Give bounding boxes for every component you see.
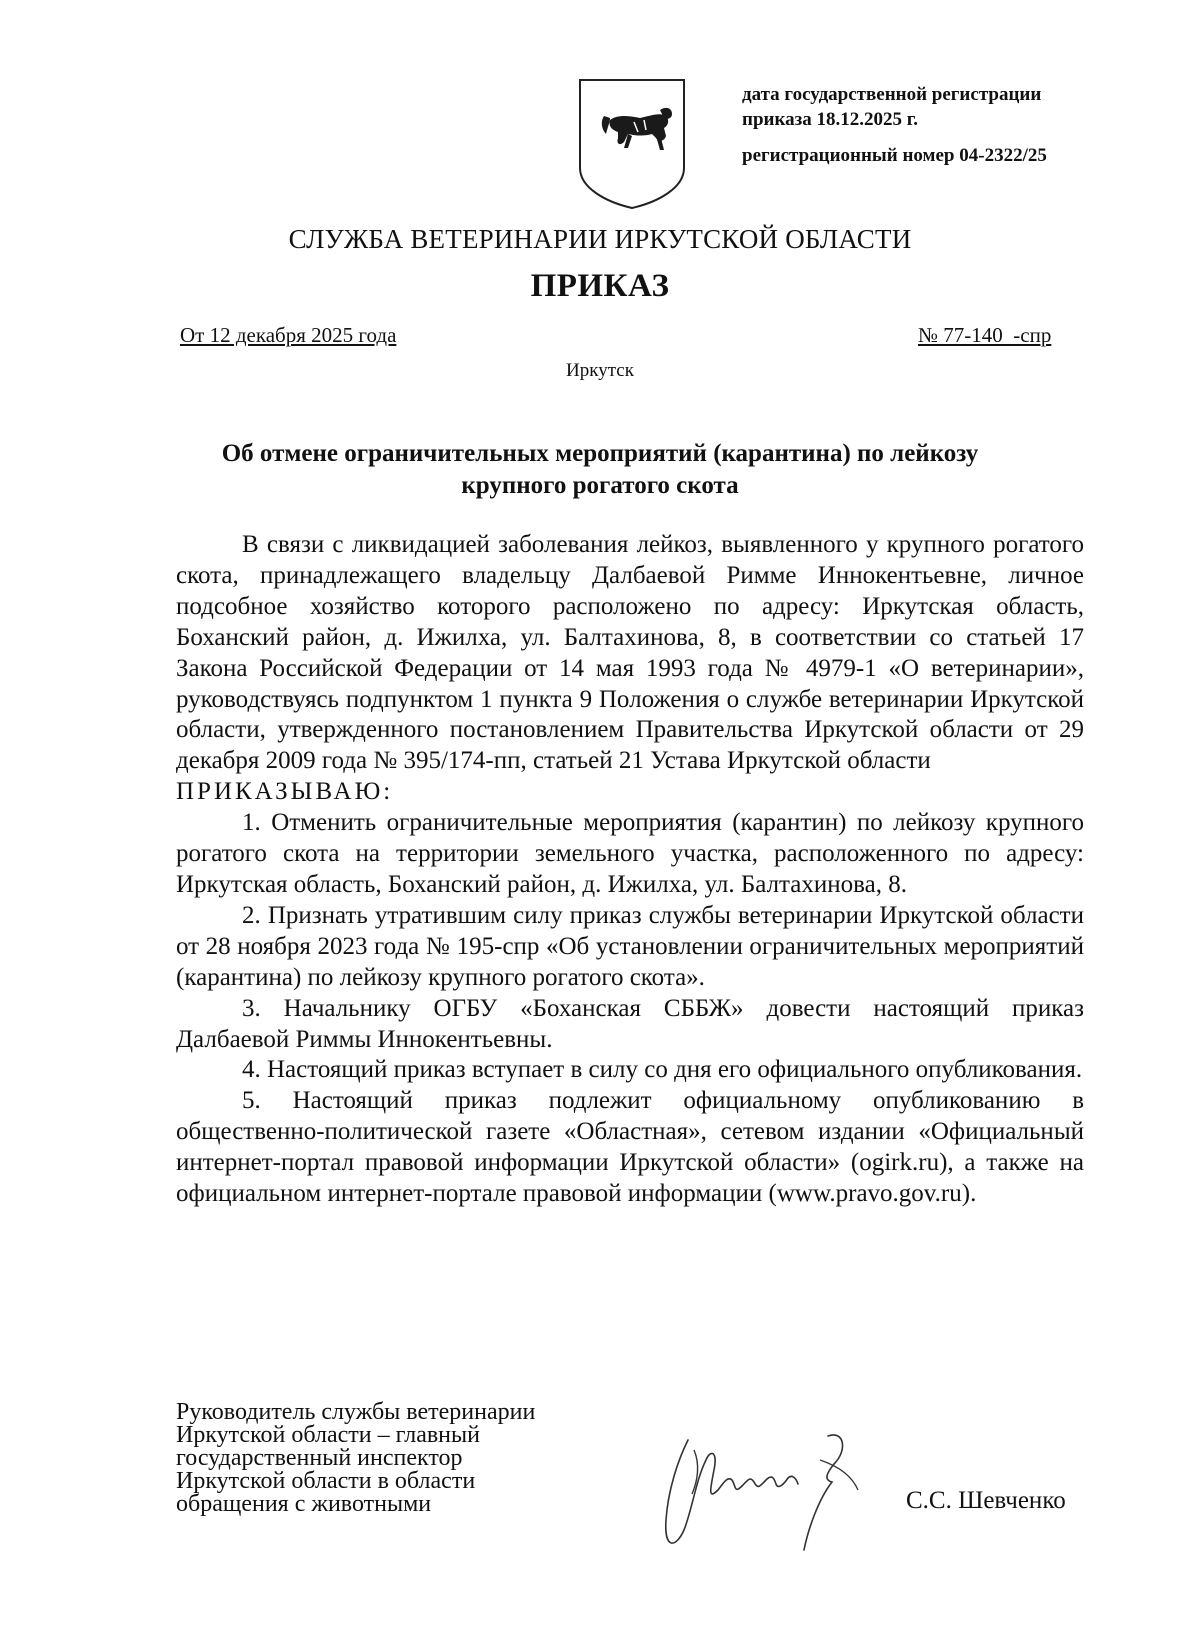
heading-line-1: Об отмене ограничительных мероприятий (карантина) по лейкозу	[221, 440, 979, 467]
heading-line-2: крупного рогатого скота	[461, 472, 739, 499]
registration-date-label: дата государственной регистрации	[742, 84, 1042, 105]
handwritten-signature	[648, 1420, 870, 1560]
order-date: От 12 декабря 2025 года	[180, 323, 397, 347]
order-item-4: 4. Настоящий приказ вступает в силу со дня его официального опубликования.	[242, 1056, 1083, 1084]
order-word: ПРИКАЗЫВАЮ:	[176, 778, 394, 806]
order-body	[176, 530, 1084, 1210]
registration-number: регистрационный номер 04-2322/25	[742, 145, 1047, 166]
order-item-2: 2. Признать утратившим силу приказ службы ветеринарии Иркутской области от 28 ноября 2023 года № 195-спр «Об установлении ограничительных мероприятий (карантина) по лейкозу крупного рогатого скота».	[176, 901, 1084, 991]
order-number: № 77-140 -спр	[918, 323, 1052, 347]
document-type: ПРИКАЗ	[530, 268, 670, 304]
signatory-position-line: государственный инспектор	[176, 1445, 463, 1471]
signatory-position-line: Руководитель службы ветеринарии	[176, 1399, 536, 1425]
order-item-3: 3. Начальнику ОГБУ «Боханская СББЖ» довести настоящий приказ Далбаевой Риммы Иннокентьевны.	[176, 994, 1084, 1053]
signatory-position-line: Иркутской области – главный	[176, 1422, 480, 1448]
signatory-position-line: Иркутской области в области	[176, 1468, 476, 1494]
order-heading	[150, 438, 1050, 502]
signatory-position-line: обращения с животными	[176, 1491, 432, 1517]
registration-date: приказа 18.12.2025 г.	[742, 109, 918, 130]
order-item-5: 5. Настоящий приказ подлежит официальному опубликованию в общественно-политической газете «Областная», сетевом издании «Официальный интернет-портал правовой информации Иркутской области» (ogirk.ru), а также на официальном интернет-портале правовой информации (www.pravo.gov.ru).	[176, 1087, 1084, 1208]
order-item-1: 1. Отменить ограничительные мероприятия (карантин) по лейкозу крупного рогатого скота на территории земельного участка, расположенного по адресу: Иркутская область, Боханский район, д. Ижилха, ул. Балтахинова, 8.	[176, 809, 1084, 898]
signatory-position	[176, 1401, 535, 1516]
registration-stamp	[742, 82, 1102, 168]
organization-name: СЛУЖБА ВЕТЕРИНАРИИ ИРКУТСКОЙ ОБЛАСТИ	[288, 224, 912, 254]
coat-of-arms-icon	[574, 76, 690, 210]
preamble: В связи с ликвидацией заболевания лейкоз, выявленного у крупного рогатого скота, принадлежащего владельцу Далбаевой Римме Иннокентьевне, личное подсобное хозяйство которого расположено по адресу: Иркутская область, Боханский район, д. Ижилха, ул. Балтахинова, 8, в соответствии со статьей 17 Закона Российской Федерации от 14 мая 1993 года № 4979-1 «О ветеринарии», руководствуясь подпунктом 1 пункта 9 Положения о службе ветеринарии Иркутской области, утвержденного постановлением Правительства Иркутской области от 29 декабря 2009 года № 395/174-пп, статьей 21 Устава Иркутской области	[176, 531, 1084, 775]
issue-city: Иркутск	[566, 360, 634, 381]
signatory-name: С.С. Шевченко	[906, 1487, 1066, 1514]
